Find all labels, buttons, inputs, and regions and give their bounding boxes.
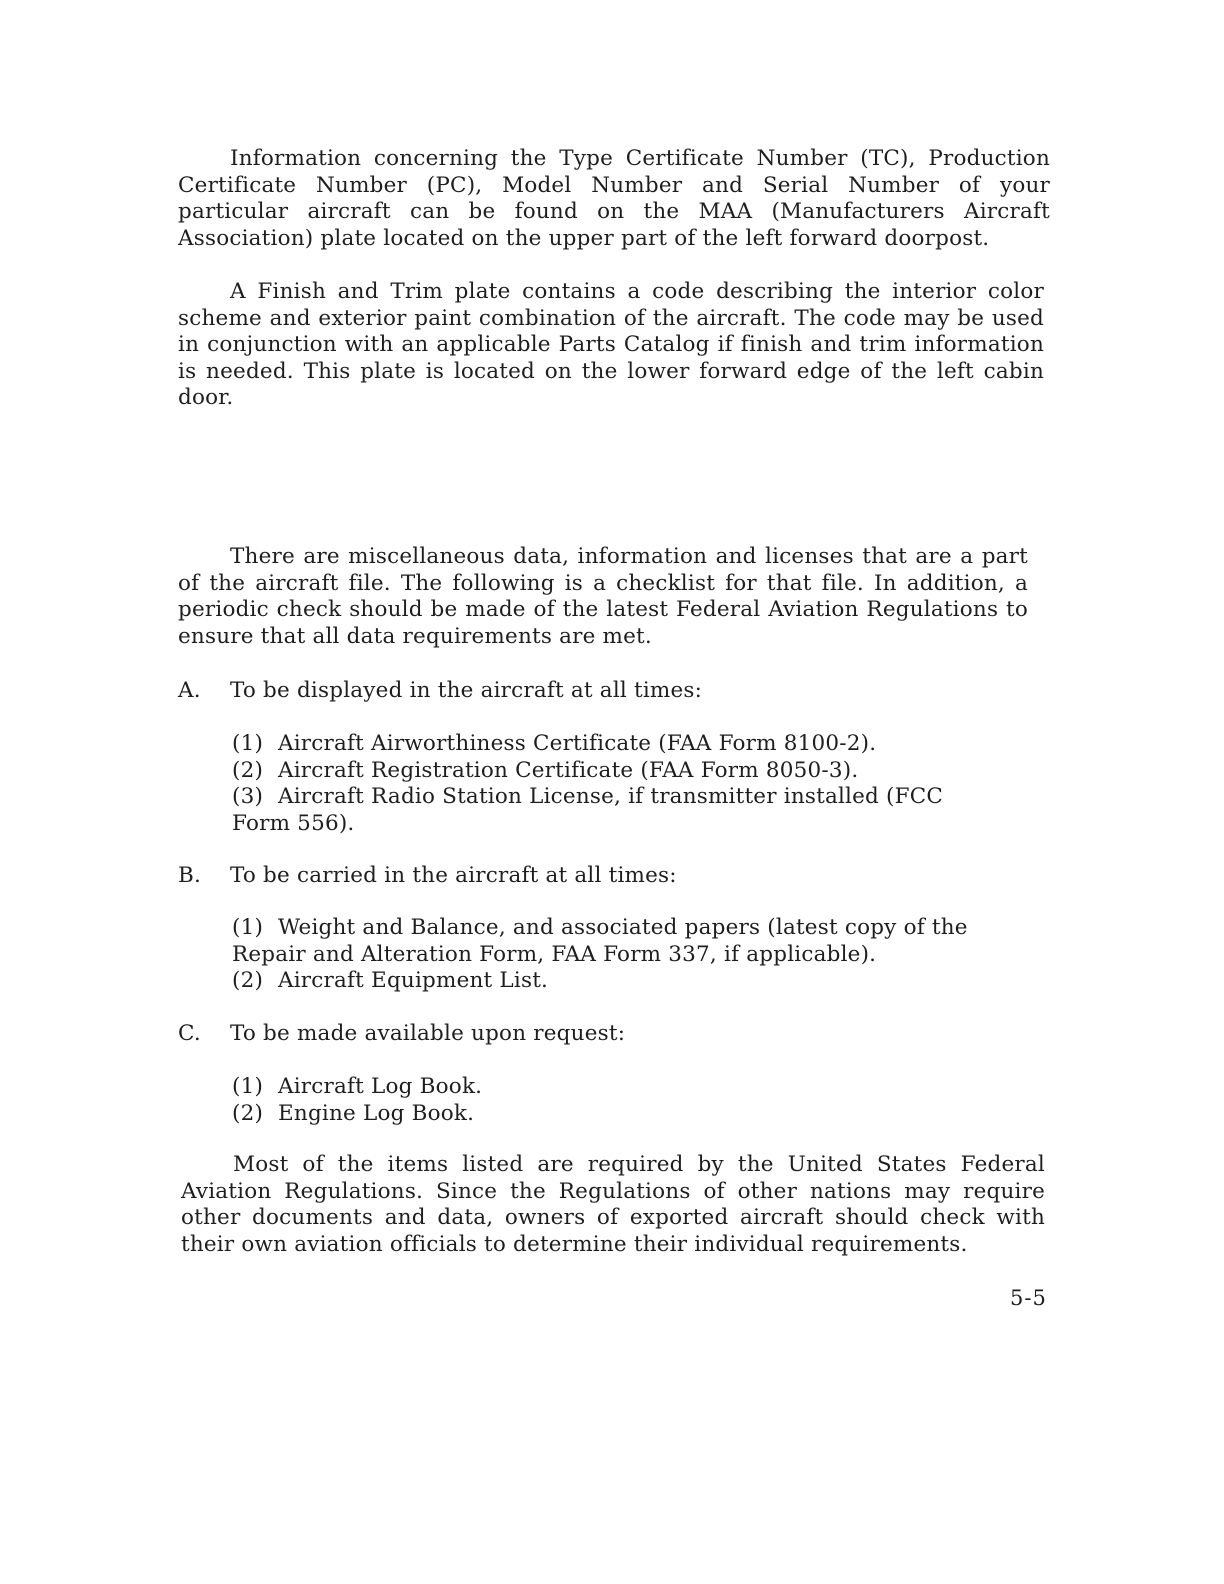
list-item [232,758,1032,785]
item-number: (2) [232,757,264,783]
page-number: 5-5 [1010,1286,1047,1310]
paragraph-aircraft-file-intro: There are miscellaneous data, information and licenses that are a part of the aircraft file. The following is a checklist for that file. In addition, a periodic check should be made of the latest Federal Aviation Regulations to ensure that all data requirements are met. [178,544,1028,649]
item-number: (3) [232,784,264,810]
section-a-title: To be displayed in the aircraft at all times: [230,678,703,703]
list-item [232,784,1032,811]
section-b-heading [178,863,677,890]
section-b-letter: B. [178,863,202,888]
list-item [232,915,1032,942]
list-item [232,1074,1032,1101]
section-a-letter: A. [178,678,201,703]
paragraph-regulations-note: Most of the items listed are required by the United States Federal Aviation Regulations. Since the Regulations of other nations may require other documents and data, owners of exported aircraft should check with their own aviation officials to determine their individual requirements. [181,1152,1045,1257]
item-number: (2) [232,1100,264,1126]
list-item [232,1101,1032,1128]
section-b-title: To be carried in the aircraft at all times: [230,863,677,888]
section-a-heading [178,678,702,705]
section-c-title: To be made available upon request: [230,1021,626,1046]
item-text-continuation: Repair and Alteration Form, FAA Form 337, if applicable). [232,941,877,967]
paragraph-type-certificate-info: Information concerning the Type Certificate Number (TC), Production Certificate Number (PC), Model Number and Serial Number of your particular aircraft can be found on the MAA (Manufacturers Aircraft Association) plate located on the upper part of the left forward doorpost. [178,146,1050,251]
section-b-list [232,915,1032,995]
item-text: Aircraft Radio Station License, if transmitter installed (FCC [278,784,944,810]
list-item-continuation [232,942,1032,969]
list-item [232,968,1032,995]
section-a-list [232,731,1032,837]
item-text: Engine Log Book. [278,1100,475,1126]
item-number: (1) [232,731,264,756]
section-c-list [232,1074,1032,1127]
item-number: (2) [232,968,264,994]
item-text: Aircraft Airworthiness Certificate (FAA Form 8100-2). [278,731,877,756]
item-text-continuation: Form 556). [232,810,355,836]
item-number: (1) [232,1074,264,1099]
section-c-letter: C. [178,1021,201,1046]
paragraph-finish-and-trim-plate: A Finish and Trim plate contains a code describing the interior color scheme and exterior paint combination of the aircraft. The code may be used in conjunction with an applicable Parts Catalog if finish and trim information is needed. This plate is located on the lower forward edge of the left cabin door. [178,279,1044,411]
item-text: Aircraft Registration Certificate (FAA Form 8050-3). [278,757,859,783]
list-item [232,731,1032,758]
item-number: (1) [232,915,264,940]
item-text: Weight and Balance, and associated papers (latest copy of the [278,915,968,940]
item-text: Aircraft Log Book. [278,1074,483,1099]
list-item-continuation [232,811,1032,838]
item-text: Aircraft Equipment List. [278,968,549,994]
section-c-heading [178,1021,625,1048]
